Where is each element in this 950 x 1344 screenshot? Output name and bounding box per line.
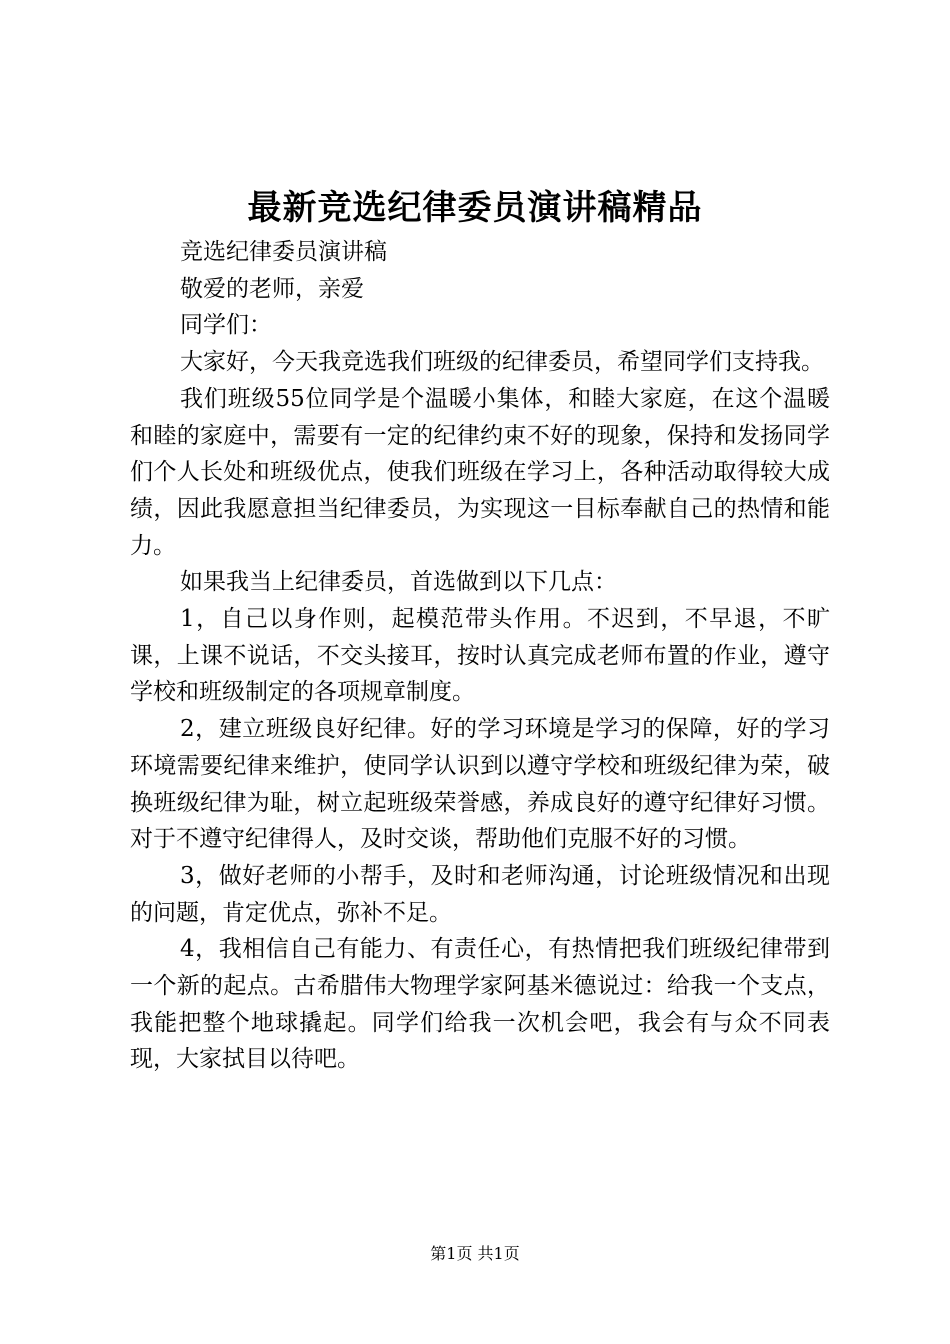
paragraph-point-2: 2，建立班级良好纪律。好的学习环境是学习的保障，好的学习环境需要纪律来维护，使同学认识到以遵守学校和班级纪律为荣，破换班级纪律为耻，树立起班级荣誉感，养成良好的遵守纪律好习惯。对于不遵守纪律得人，及时交谈，帮助他们克服不好的习惯。 (130, 716, 830, 853)
paragraph-salutation-2: 同学们： (180, 312, 272, 339)
document-body (130, 234, 830, 1078)
paragraph-point-3: 3，做好老师的小帮手，及时和老师沟通，讨论班级情况和出现的问题，肯定优点，弥补不足。 (130, 862, 830, 926)
paragraph-point-1: 1，自己以身作则，起模范带头作用。不迟到，不早退，不旷课，上课不说话，不交头接耳，按时认真完成老师布置的作业，遵守学校和班级制定的各项规章制度。 (130, 606, 830, 706)
paragraph-class-intro: 我们班级55位同学是个温暖小集体，和睦大家庭，在这个温暖和睦的家庭中，需要有一定的纪律约束不好的现象，保持和发扬同学们个人长处和班级优点，使我们班级在学习上，各种活动取得较大成绩，因此我愿意担当纪律委员，为实现这一目标奉献自己的热情和能力。 (130, 385, 830, 559)
paragraph-points-intro: 如果我当上纪律委员，首选做到以下几点： (180, 569, 617, 596)
document-title: 最新竞选纪律委员演讲稿精品 (247, 188, 703, 228)
paragraph-point-4: 4，我相信自己有能力、有责任心，有热情把我们班级纪律带到一个新的起点。古希腊伟大物理学家阿基米德说过：给我一个支点，我能把整个地球撬起。同学们给我一次机会吧，我会有与众不同表现，大家拭目以待吧。 (130, 936, 830, 1073)
page-footer: 第1页 共1页 (430, 1244, 520, 1263)
paragraph-greeting: 大家好，今天我竞选我们班级的纪律委员，希望同学们支持我。 (180, 349, 824, 376)
paragraph-heading: 竞选纪律委员演讲稿 (180, 239, 387, 265)
paragraph-salutation-1: 敬爱的老师，亲爱 (180, 275, 364, 302)
